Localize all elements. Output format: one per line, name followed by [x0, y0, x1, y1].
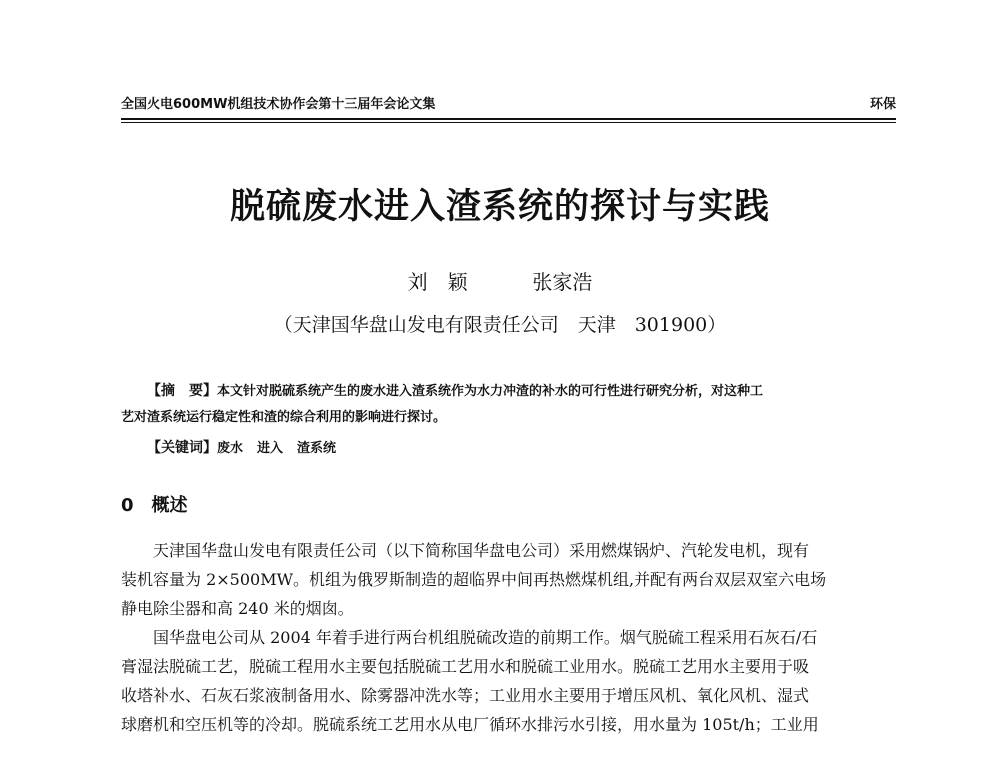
header-proceedings-title: 全国火电600MW机组技术协作会第十三届年会论文集 — [121, 97, 436, 112]
keywords — [121, 435, 896, 462]
keywords-label: 【关键词】 — [147, 440, 217, 456]
text-line: 球磨机和空压机等的冷却。脱硫系统工艺用水从电厂循环水排污水引接，用水量为 105t/h；工业用 — [121, 715, 819, 734]
keyword: 进入 — [257, 441, 284, 456]
body-text — [121, 536, 896, 739]
text-line: 国华盘电公司从 2004 年着手进行两台机组脱硫改造的前期工作。烟气脱硫工程采用石灰石/石 — [153, 628, 818, 647]
keyword: 渣系统 — [297, 441, 337, 456]
header-rule-thick — [121, 118, 896, 120]
author-list — [0, 268, 1000, 296]
author-name: 刘 颖 — [407, 270, 468, 294]
section-heading — [121, 492, 188, 520]
abstract — [121, 378, 896, 431]
header-rule-thin — [121, 122, 896, 123]
section-title: 概述 — [151, 495, 188, 516]
text-line: 装机容量为 2×500MW。机组为俄罗斯制造的超临界中间再热燃煤机组,并配有两台双层双室六电场 — [121, 570, 827, 589]
abstract-label: 【摘 要】 — [147, 383, 217, 399]
paper-title: 脱硫废水进入渣系统的探讨与实践 — [229, 187, 770, 227]
section-number: 0 — [121, 495, 134, 516]
paragraph — [121, 536, 896, 623]
author-affiliation: （天津国华盘山发电有限责任公司 天津 301900） — [273, 314, 727, 336]
text-line: 静电除尘器和高 240 米的烟囱。 — [121, 599, 354, 618]
abstract-text-line: 本文针对脱硫系统产生的废水进入渣系统作为水力冲渣的补水的可行性进行研究分析，对这种工 — [217, 384, 764, 399]
header-section-label: 环保 — [869, 97, 896, 112]
text-line: 膏湿法脱硫工艺，脱硫工程用水主要包括脱硫工艺用水和脱硫工业用水。脱硫工艺用水主要用于吸 — [121, 657, 810, 676]
paragraph — [121, 623, 896, 739]
text-line: 天津国华盘山发电有限责任公司（以下简称国华盘电公司）采用燃煤锅炉、汽轮发电机，现有 — [153, 541, 810, 560]
text-line: 收塔补水、石灰石浆液制备用水、除雾器冲洗水等；工业用水主要用于增压风机、氧化风机、湿式 — [121, 686, 810, 705]
abstract-text-line: 艺对渣系统运行稳定性和渣的综合利用的影响进行探讨。 — [121, 410, 447, 425]
author-name: 张家浩 — [532, 270, 593, 294]
keyword: 废水 — [217, 441, 244, 456]
